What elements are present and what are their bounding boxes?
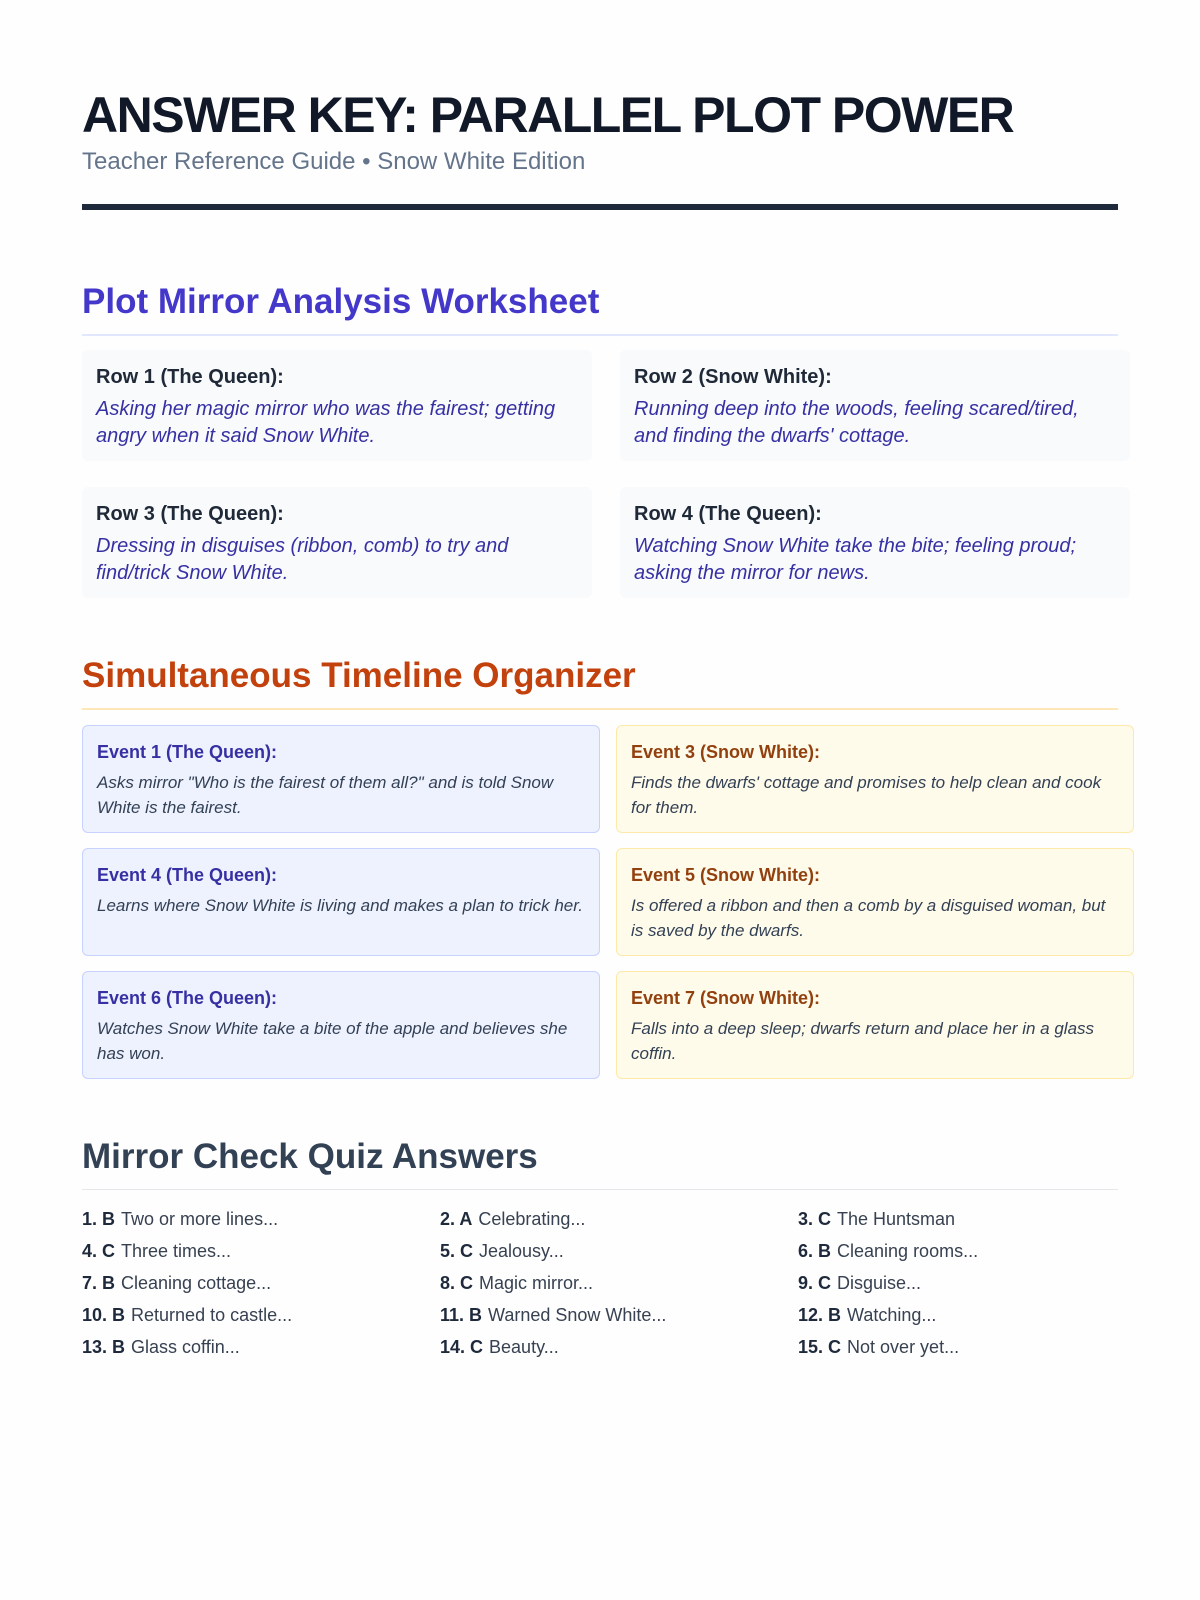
event-label: Event 4 (The Queen): bbox=[97, 865, 278, 885]
quiz-answer bbox=[798, 1270, 1118, 1296]
event-description: Learns where Snow White is living and makes a plan to trick her. bbox=[97, 896, 583, 915]
question-number: 14. C bbox=[440, 1337, 484, 1357]
page-title: ANSWER KEY: PARALLEL PLOT POWER bbox=[82, 87, 1014, 143]
worksheet-divider bbox=[82, 334, 1118, 336]
timeline-grid bbox=[82, 725, 1118, 1079]
row-answer: Asking her magic mirror who was the fairest; getting angry when it said Snow White. bbox=[96, 398, 556, 447]
worksheet-grid bbox=[82, 350, 1118, 598]
timeline-section bbox=[82, 654, 1118, 1079]
question-number: 8. C bbox=[440, 1273, 474, 1293]
question-number: 13. B bbox=[82, 1337, 126, 1357]
event-label: Event 5 (Snow White): bbox=[631, 865, 820, 885]
question-number: 4. C bbox=[82, 1241, 116, 1261]
quiz-answer bbox=[440, 1206, 798, 1232]
answer-text: Glass coffin... bbox=[131, 1337, 240, 1357]
row-label: Row 3 (The Queen): bbox=[96, 503, 284, 525]
event-label: Event 6 (The Queen): bbox=[97, 988, 278, 1008]
snow-white-event-card bbox=[616, 725, 1134, 833]
answer-text: Not over yet... bbox=[847, 1337, 960, 1357]
quiz-answer bbox=[440, 1238, 798, 1264]
event-description: Watches Snow White take a bite of the apple and believes she has won. bbox=[97, 1019, 568, 1063]
question-number: 7. B bbox=[82, 1273, 116, 1293]
quiz-answer bbox=[798, 1334, 1118, 1360]
event-description: Falls into a deep sleep; dwarfs return and place her in a glass coffin. bbox=[631, 1019, 1095, 1063]
answer-text: Cleaning rooms... bbox=[837, 1241, 979, 1261]
quiz-answer bbox=[798, 1206, 1118, 1232]
row-label: Row 4 (The Queen): bbox=[634, 503, 822, 525]
worksheet-row-card bbox=[82, 350, 592, 461]
queen-event-card bbox=[82, 848, 600, 956]
row-label: Row 1 (The Queen): bbox=[96, 366, 284, 388]
row-answer: Watching Snow White take the bite; feeling proud; asking the mirror for news. bbox=[634, 535, 1077, 584]
quiz-divider bbox=[82, 1189, 1118, 1190]
question-number: 15. C bbox=[798, 1337, 842, 1357]
quiz-answer bbox=[82, 1270, 440, 1296]
answer-text: Two or more lines... bbox=[121, 1209, 279, 1229]
quiz-answer bbox=[798, 1302, 1118, 1328]
queen-event-card bbox=[82, 725, 600, 833]
event-description: Finds the dwarfs' cottage and promises to help clean and cook for them. bbox=[631, 773, 1102, 817]
answer-text: Jealousy... bbox=[479, 1241, 564, 1261]
event-label: Event 3 (Snow White): bbox=[631, 742, 820, 762]
event-label: Event 1 (The Queen): bbox=[97, 742, 278, 762]
timeline-divider bbox=[82, 708, 1118, 710]
quiz-answer bbox=[440, 1302, 798, 1328]
question-number: 12. B bbox=[798, 1305, 842, 1325]
question-number: 5. C bbox=[440, 1241, 474, 1261]
quiz-answer bbox=[82, 1206, 440, 1232]
question-number: 1. B bbox=[82, 1209, 116, 1229]
question-number: 2. A bbox=[440, 1209, 473, 1229]
queen-event-card bbox=[82, 971, 600, 1079]
answer-text: Celebrating... bbox=[478, 1209, 586, 1229]
quiz-answer bbox=[82, 1238, 440, 1264]
worksheet-title: Plot Mirror Analysis Worksheet bbox=[82, 282, 600, 321]
title-divider bbox=[82, 204, 1118, 210]
event-description: Is offered a ribbon and then a comb by a disguised woman, but is saved by the dwarfs. bbox=[631, 896, 1106, 940]
quiz-answer bbox=[440, 1270, 798, 1296]
answer-text: Cleaning cottage... bbox=[121, 1273, 272, 1293]
quiz-answer bbox=[82, 1334, 440, 1360]
row-answer: Dressing in disguises (ribbon, comb) to try and find/trick Snow White. bbox=[96, 535, 509, 584]
answer-text: Warned Snow White... bbox=[488, 1305, 667, 1325]
row-label: Row 2 (Snow White): bbox=[634, 366, 832, 388]
question-number: 9. C bbox=[798, 1273, 832, 1293]
event-description: Asks mirror "Who is the fairest of them all?" and is told Snow White is the fairest. bbox=[97, 773, 554, 817]
answer-text: The Huntsman bbox=[837, 1209, 956, 1229]
worksheet-row-card bbox=[620, 350, 1130, 461]
quiz-answers-grid bbox=[82, 1206, 1118, 1360]
snow-white-event-card bbox=[616, 848, 1134, 956]
quiz-answer bbox=[440, 1334, 798, 1360]
quiz-answer bbox=[798, 1238, 1118, 1264]
answer-text: Watching... bbox=[847, 1305, 937, 1325]
answer-text: Returned to castle... bbox=[131, 1305, 293, 1325]
answer-text: Beauty... bbox=[489, 1337, 559, 1357]
worksheet-section bbox=[82, 280, 1118, 598]
question-number: 11. B bbox=[440, 1305, 483, 1325]
quiz-answer bbox=[82, 1302, 440, 1328]
event-label: Event 7 (Snow White): bbox=[631, 988, 820, 1008]
answer-text: Three times... bbox=[121, 1241, 232, 1261]
quiz-title: Mirror Check Quiz Answers bbox=[82, 1137, 538, 1176]
quiz-section bbox=[82, 1135, 1118, 1360]
worksheet-row-card bbox=[82, 487, 592, 598]
timeline-title: Simultaneous Timeline Organizer bbox=[82, 656, 636, 695]
snow-white-event-card bbox=[616, 971, 1134, 1079]
answer-text: Disguise... bbox=[837, 1273, 922, 1293]
question-number: 6. B bbox=[798, 1241, 832, 1261]
answer-text: Magic mirror... bbox=[479, 1273, 594, 1293]
question-number: 10. B bbox=[82, 1305, 126, 1325]
row-answer: Running deep into the woods, feeling scared/tired, and finding the dwarfs' cottage. bbox=[634, 398, 1079, 447]
worksheet-row-card bbox=[620, 487, 1130, 598]
page-subtitle: Teacher Reference Guide • Snow White Edition bbox=[82, 148, 586, 175]
question-number: 3. C bbox=[798, 1209, 832, 1229]
